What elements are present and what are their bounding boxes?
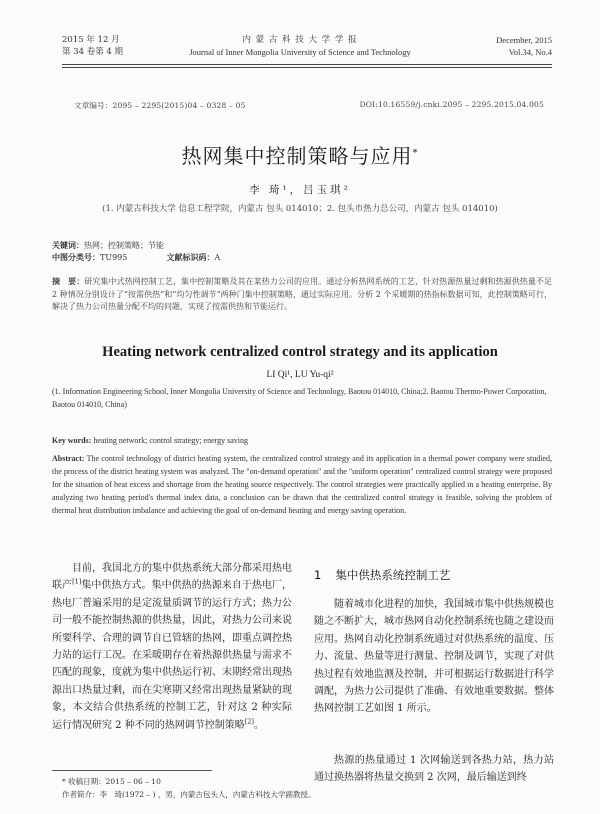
header-date: 2015 年 12 月 [62, 35, 120, 45]
citation-1: [1] [72, 578, 82, 587]
intro-text-2: 集中供热方式。集中供热的热源来自于热电厂，热电厂普遍采用的是定流量质调节的运行方式；热力公司一般不能控制热源的供热量，因此，对热力公司来说所要科学、合理的调节自已管辖的热网，即重点调控热力站的运行工况。在采暖期存在着热源供热量与需求不匹配的现象，度就为集中供热运行初、末期经常出现热源出口热量过剩，而在尖寒期又经常出现热量紧缺的现象，本文结合供热系统的控制工艺，针对这 2 种实际运行情况研究 2 种不同的热网调节控制策略 [52, 580, 293, 731]
section-number: 1 [314, 568, 322, 582]
header-date-en: December, 2015 [496, 35, 552, 45]
section-title: 集中供热系统控制工艺 [335, 568, 451, 582]
cn-title-text: 热网集中控制策略与应用 [181, 144, 413, 168]
cn-abstract-label: 摘 要： [52, 277, 85, 286]
header-volume: 第 34 卷第 4 期 [62, 47, 124, 57]
clc-code: TU995 [100, 253, 128, 262]
cn-abstract [52, 276, 552, 314]
doc-code-label: 文献标识码： [166, 253, 215, 262]
en-abstract-label: Abstract: [52, 454, 85, 463]
en-authors: LI Qi¹, LU Yu-qi² [266, 370, 334, 380]
cn-title [0, 140, 600, 169]
header-rule [62, 64, 552, 65]
cn-keywords-label: 关键词： [52, 241, 84, 250]
journal-name-cn: 内 蒙 古 科 技 大 学 学 报 [242, 35, 358, 45]
en-keywords-line [52, 436, 552, 445]
en-abstract-text: The control technology of district heating system, the centralized control strategy and its application in a thermal power company were studied, the process of the district heating system was analyzed. The "on-demand operation" and the "uniform operation" centralized control strategy were proposed for the situation of heat excess and shortage from the heating source respectively. The control strategies were practically applied in a heating enterprise. By analyzing two heating period's thermal index data, a conclusion can be drawn that the centralized control strategy is feasible, solving the problem of thermal heat distribution imbalance and achieving the goal of on-demand heating and energy saving operation. [52, 454, 553, 515]
en-abstract [52, 452, 552, 517]
section-1-paragraph-1: 随着城市化进程的加快，我国城市集中供热规模也随之不断扩大，城市热网自动化控制系统也随之建设而应用。热网自动化控制系统通过对供热系统的温度、压力、流量、热量等进行测量、控制及调节，实现了对供热过程有效地监测及控制，并可根据运行数据进行科学调配，为热力公司提供了准确、有效地重要数据。整体热网控制工艺如图 1 所示。 [314, 599, 554, 715]
cn-affiliation: (1. 内蒙古科技大学 信息工程学院，内蒙古 包头 014010；2. 包头市热力总公司，内蒙古 包头 014010) [102, 204, 498, 214]
header-volume-en: Vol.34, No.4 [508, 47, 552, 57]
header-right [496, 34, 552, 58]
cn-keywords-line [52, 240, 552, 252]
header-rule-thin [62, 67, 552, 68]
cn-authors: 李 琦¹，吕玉琪² [249, 184, 351, 196]
cn-abstract-text: 研究集中式热网控制工艺，集中控制策略及其在某热力公司的应用。通过分析热网系统的工艺，针对热源热量过剩和热源供热量不足 2 种情况分别设计了“按需供热”和“均匀性调节”两种门集中控制策略，通过实际应用。分析 2 个采暖期的热指标数据可知，此控制策略可行，解决了热力公司热量分配不均的问题，实现了按需供热和节能运行。 [52, 277, 552, 311]
footnote-received: * 收稿日期：2015 – 06 – 10 [62, 777, 161, 786]
en-title: Heating network centralized control strategy and its application [102, 344, 498, 360]
doc-meta [74, 100, 544, 111]
doc-code: A [214, 253, 221, 262]
clc-label: 中图分类号： [52, 253, 100, 262]
citation-2: [2] [244, 717, 254, 726]
title-footnote-mark: * [412, 147, 419, 159]
cn-keywords: 热网；控制策略；节能 [84, 241, 164, 250]
intro-text-1: 目前，我国北方的集中供热系统大部分都采用热电联产 [52, 563, 292, 592]
body-left-column [52, 560, 292, 734]
cn-classification-line [52, 252, 552, 264]
cn-keywords-block [52, 240, 552, 264]
en-keywords: heating network; control strategy; energy saving [93, 436, 249, 445]
en-affiliation: (1. Information Engineering School, Inner Mongolia University of Science and Technology, Baotou 014010, China;2. Baotou Thermo-Power Corporation, Baotou 014010, China) [52, 387, 547, 409]
section-heading-1 [314, 567, 450, 583]
section-1-paragraph-2: 热源的热量通过 1 次网输送到各热力站，热力站通过换热器将热量交换到 2 次网，最后输送到终 [314, 755, 554, 784]
footnote-author-bio: 作者简介：李 琦(1972 – ) ，男，内蒙古包头人，内蒙古科技大学副教授。 [62, 790, 316, 799]
doi: DOI:10.16559/j.cnki.2095 – 2295.2015.04.005 [359, 100, 544, 109]
en-keywords-label: Key words: [52, 436, 92, 445]
article-number: 文章编号：2095 – 2295(2015)04 – 0328 – 05 [74, 101, 246, 110]
footnote-rule [52, 770, 212, 771]
journal-name-en: Journal of Inner Mongolia University of Science and Technology [189, 47, 411, 57]
intro-text-end: 。 [253, 719, 264, 731]
